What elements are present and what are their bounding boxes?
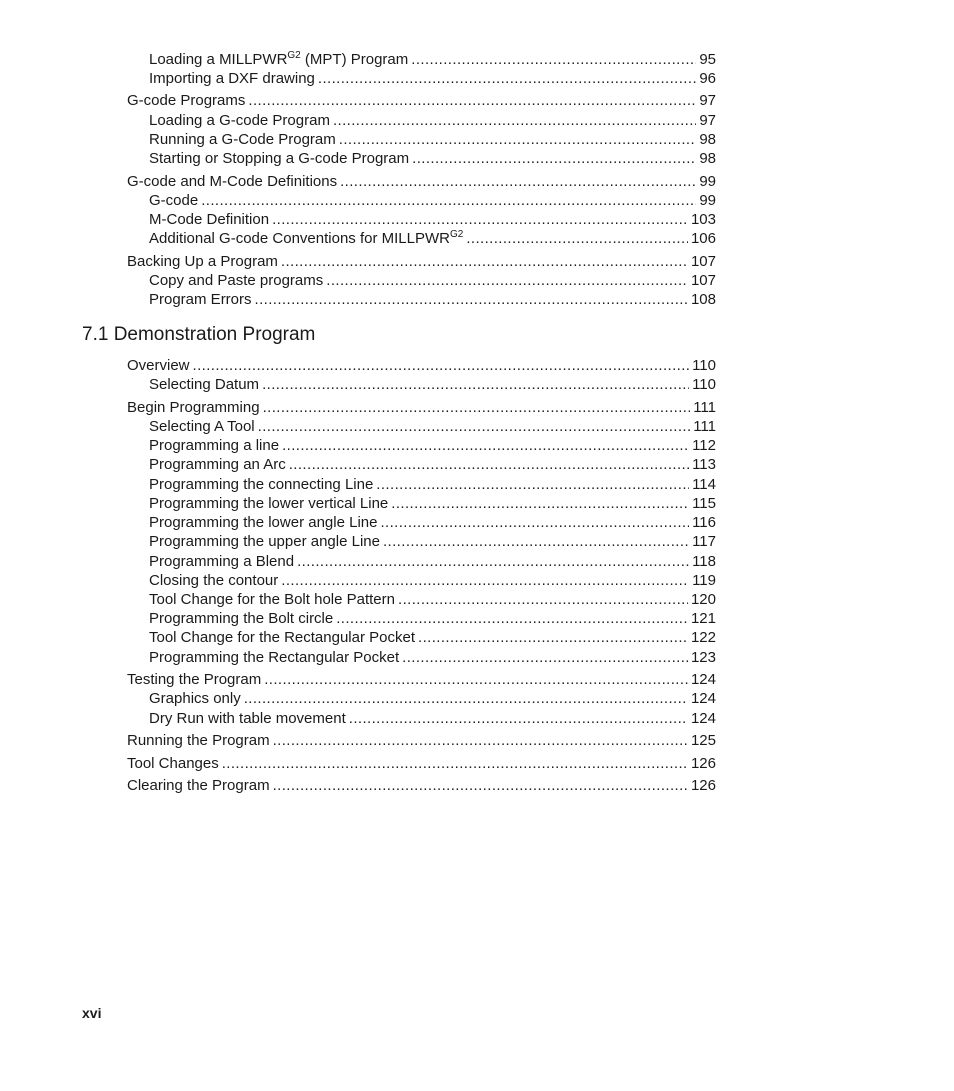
toc-entry-page: 111 bbox=[693, 399, 716, 416]
toc-entry-page: 95 bbox=[699, 51, 716, 68]
toc-entry-title: Running the Program bbox=[127, 732, 270, 749]
toc-entry-title: Programming the connecting Line bbox=[149, 476, 374, 493]
toc-leader-dots bbox=[289, 455, 689, 474]
toc-entry bbox=[149, 648, 716, 667]
toc-leader-dots bbox=[411, 50, 696, 69]
toc-entry-page: 97 bbox=[699, 92, 716, 109]
toc-entry bbox=[149, 532, 716, 551]
toc-leader-dots bbox=[380, 513, 689, 532]
toc-entry-title: Programming a line bbox=[149, 437, 280, 454]
toc-entry-page: 121 bbox=[690, 610, 716, 627]
toc-entry bbox=[149, 191, 716, 210]
toc-leader-dots bbox=[318, 69, 696, 88]
toc-leader-dots bbox=[193, 356, 690, 375]
toc-leader-dots bbox=[281, 252, 688, 271]
toc-entry-page: 126 bbox=[690, 777, 716, 794]
toc-entry bbox=[127, 776, 716, 795]
toc-leader-dots bbox=[258, 417, 691, 436]
toc-entry-page: 98 bbox=[699, 131, 716, 148]
toc-leader-dots bbox=[272, 210, 688, 229]
toc-entry-page: 123 bbox=[690, 649, 716, 666]
toc-leader-dots bbox=[418, 628, 688, 647]
toc-entry-title: Tool Changes bbox=[127, 755, 219, 772]
toc-leader-dots bbox=[281, 571, 689, 590]
toc-leader-dots bbox=[248, 91, 696, 110]
toc-entry-page: 119 bbox=[692, 572, 716, 589]
toc-entry bbox=[149, 571, 716, 590]
toc-entry bbox=[149, 436, 716, 455]
toc-leader-dots bbox=[282, 436, 689, 455]
section-heading: 7.1 Demonstration Program bbox=[82, 324, 316, 345]
toc-entry-page: 114 bbox=[692, 476, 716, 493]
toc-entry-title: Loading a G-code Program bbox=[149, 112, 330, 129]
toc-leader-dots bbox=[263, 398, 691, 417]
toc-entry-page: 98 bbox=[699, 150, 716, 167]
toc-entry-title: Overview bbox=[127, 357, 190, 374]
toc-entry-page: 103 bbox=[690, 211, 716, 228]
toc-leader-dots bbox=[222, 754, 688, 773]
page-number: xvi bbox=[82, 1005, 102, 1021]
toc-entry bbox=[149, 111, 716, 130]
toc-entry-title: Begin Programming bbox=[127, 399, 260, 416]
toc-entry-title: Tool Change for the Bolt hole Pattern bbox=[149, 591, 395, 608]
toc-leader-dots bbox=[244, 689, 688, 708]
toc-entry-title: Programming a Blend bbox=[149, 553, 295, 570]
toc-entry bbox=[149, 455, 716, 474]
toc-entry bbox=[127, 731, 716, 750]
toc-leader-dots bbox=[264, 670, 688, 689]
toc-entry bbox=[149, 69, 716, 88]
toc-entry-page: 99 bbox=[699, 192, 716, 209]
toc-entry-page: 117 bbox=[692, 533, 716, 550]
toc-entry-title: Closing the contour bbox=[149, 572, 279, 589]
toc-entry-title: Tool Change for the Rectangular Pocket bbox=[149, 629, 415, 646]
toc-entry-title: M-Code Definition bbox=[149, 211, 270, 228]
toc-entry-title: G-code bbox=[149, 192, 199, 209]
toc-entry-page: 116 bbox=[692, 514, 716, 531]
toc-entry bbox=[149, 130, 716, 149]
toc-entry-page: 96 bbox=[699, 70, 716, 87]
toc-leader-dots bbox=[273, 731, 688, 750]
toc-entry-page: 107 bbox=[690, 253, 716, 270]
toc-leader-dots bbox=[297, 552, 689, 571]
toc-entry-title: Programming the Bolt circle bbox=[149, 610, 334, 627]
toc-entry bbox=[127, 252, 716, 271]
toc-entry-page: 115 bbox=[692, 495, 716, 512]
toc-entry-title: Selecting Datum bbox=[149, 376, 260, 393]
toc-entry bbox=[149, 475, 716, 494]
toc-entry-title: G-code Programs bbox=[127, 92, 246, 109]
toc-entry-title: Programming the upper angle Line bbox=[149, 533, 380, 550]
toc-entry-title: Loading a $MILLPWR^{G2}$ (MPT) Program bbox=[149, 50, 409, 68]
toc-leader-dots bbox=[336, 609, 688, 628]
toc-entry-title: Programming the Rectangular Pocket bbox=[149, 649, 400, 666]
toc-entry-page: 124 bbox=[690, 671, 716, 688]
toc-entry-page: 122 bbox=[690, 629, 716, 646]
toc-leader-dots bbox=[333, 111, 696, 130]
toc-entry-page: 113 bbox=[692, 456, 716, 473]
toc-entry-page: 120 bbox=[690, 591, 716, 608]
toc-entry bbox=[149, 609, 716, 628]
toc-entry-page: 125 bbox=[690, 732, 716, 749]
toc-entry bbox=[127, 670, 716, 689]
toc-leader-dots bbox=[340, 172, 696, 191]
toc-leader-dots bbox=[339, 130, 697, 149]
toc-entry-title: Importing a DXF drawing bbox=[149, 70, 315, 87]
toc-entry bbox=[127, 91, 716, 110]
toc-entry bbox=[149, 149, 716, 168]
toc-entry bbox=[127, 356, 716, 375]
toc-entry-title: Testing the Program bbox=[127, 671, 262, 688]
toc-entry-title: Programming the lower vertical Line bbox=[149, 495, 389, 512]
toc-leader-dots bbox=[201, 191, 696, 210]
toc-entry-title: Starting or Stopping a G-code Program bbox=[149, 150, 410, 167]
toc-leader-dots bbox=[326, 271, 688, 290]
toc-entry bbox=[149, 590, 716, 609]
toc-entry-page: 107 bbox=[690, 272, 716, 289]
toc-entry bbox=[149, 494, 716, 513]
toc-leader-dots bbox=[255, 290, 688, 309]
toc-entry-page: 108 bbox=[690, 291, 716, 308]
toc-leader-dots bbox=[262, 375, 689, 394]
toc-entry-title: Clearing the Program bbox=[127, 777, 270, 794]
toc-leader-dots bbox=[398, 590, 688, 609]
toc-entry bbox=[149, 628, 716, 647]
toc-leader-dots bbox=[402, 648, 688, 667]
toc-leader-dots bbox=[391, 494, 689, 513]
toc-entry-title: Graphics only bbox=[149, 690, 241, 707]
toc-entry-title: Copy and Paste programs bbox=[149, 272, 324, 289]
toc-entry-title: Programming the lower angle Line bbox=[149, 514, 378, 531]
toc-leader-dots bbox=[349, 709, 688, 728]
toc-entry-title: Program Errors bbox=[149, 291, 252, 308]
toc-entry bbox=[149, 552, 716, 571]
toc-entry bbox=[149, 271, 716, 290]
toc-entry bbox=[149, 290, 716, 309]
toc-entry-page: 111 bbox=[693, 418, 716, 435]
toc-entry-title: Additional G-code Conventions for $MILLPWR^{G2}$ bbox=[149, 229, 464, 247]
toc-entry bbox=[149, 689, 716, 708]
toc-entry-page: 126 bbox=[690, 755, 716, 772]
toc-entry bbox=[149, 375, 716, 394]
toc-entry-title: Backing Up a Program bbox=[127, 253, 278, 270]
toc-entry bbox=[149, 709, 716, 728]
toc-entry-title: Selecting A Tool bbox=[149, 418, 255, 435]
toc-entry-title: G-code and M-Code Definitions bbox=[127, 173, 338, 190]
toc-leader-dots bbox=[383, 532, 689, 551]
toc-leader-dots bbox=[412, 149, 696, 168]
toc-entry-page: 124 bbox=[690, 710, 716, 727]
toc-entry-page: 118 bbox=[692, 553, 716, 570]
toc-entry bbox=[149, 50, 716, 69]
toc-entry-page: 124 bbox=[690, 690, 716, 707]
toc-entry-title: Running a G-Code Program bbox=[149, 131, 336, 148]
toc-entry-title: Dry Run with table movement bbox=[149, 710, 346, 727]
toc-entry-page: 110 bbox=[692, 357, 716, 374]
toc-entry-page: 112 bbox=[692, 437, 716, 454]
toc-entry bbox=[127, 754, 716, 773]
toc-entry bbox=[149, 210, 716, 229]
toc-entry bbox=[127, 398, 716, 417]
toc-entry-page: 99 bbox=[699, 173, 716, 190]
toc-entry bbox=[149, 513, 716, 532]
toc-entry bbox=[127, 172, 716, 191]
toc-leader-dots bbox=[466, 229, 688, 248]
toc-entry bbox=[149, 417, 716, 436]
toc-entry-page: 97 bbox=[699, 112, 716, 129]
toc-leader-dots bbox=[376, 475, 689, 494]
toc-leader-dots bbox=[273, 776, 688, 795]
toc-entry bbox=[149, 229, 716, 248]
toc-entry-title: Programming an Arc bbox=[149, 456, 286, 473]
toc-entry-page: 110 bbox=[692, 376, 716, 393]
toc-entry-page: 106 bbox=[690, 230, 716, 247]
